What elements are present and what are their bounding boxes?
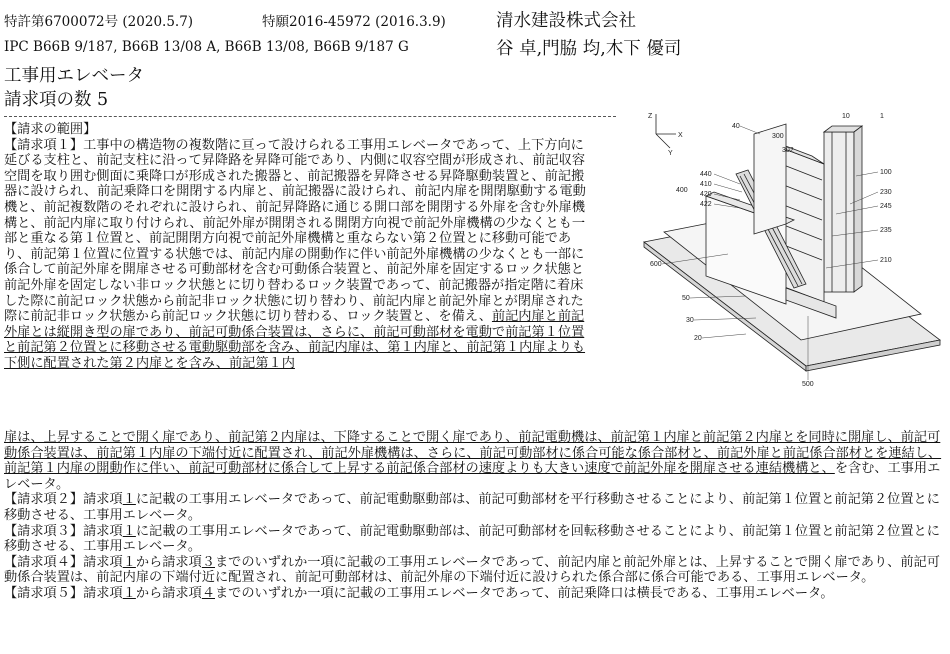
claim-count: 請求項の数 5 [4,90,109,110]
ref-30: 30 [686,317,694,324]
back-wall [754,124,786,234]
ref-10: 10 [842,113,850,120]
claim-1-continued [4,430,944,492]
ref-235: 235 [880,227,892,234]
claim-5-reference-start: １ [122,585,136,601]
claim-1-ending: を含む、工事用エレベータ。 [4,461,941,492]
claim-3: 【請求項３】請求項１に記載の工事用エレベータであって、前記電動駆動部は、前記可動部材を回転移動させることにより、前記第１位置と前記第２位置とに移動させる、工事用エレベータ。 [4,523,940,555]
claim-5-label: 【請求項５】 [4,585,84,601]
claims-lower-block [4,430,944,602]
claim-1-label: 【請求項１】 [4,137,84,153]
claim-3-label: 【請求項３】 [4,523,84,539]
claim-4: 【請求項４】請求項１から請求項３までのいずれか一項に記載の工事用エレベータであって、前記内扉と前記外扉とは、上昇することで開く扉であり、前記可動係合装置は、前記内扉の下端付近に配置され、前記可動部材は、前記外扉の下端付近に設けられた係合部に係合可能である、工事用エレベータ。 [4,554,940,586]
claim-1-text: 工事中の構造物の複数階に亘って設けられる工事用エレベータであって、上下方向に延びる支柱と、前記支柱に沿って昇降路を昇降可能であり、内側に収容空間が形成され、前記収容空間を取り囲む側面に乗降口が形成された搬器と、前記搬器を昇降させる昇降駆動装置と、前記搬器に設けられ、前記乗降口を開閉する内扉と、前記搬器に設けられ、前記内扉を開閉駆動する電動機と、前記複数階のそれぞれに設けられ、前記昇降路に通じる開口部を開閉する外扉を含む外扉機構と、前記内扉に取り付けられ、前記外扉が開閉される開閉方向視で前記外扉機構の少なくとも一部と重なる第１位置と、前記開閉方向視で前記外扉機構と重ならない第２位置とに移動可能であり、前記第１位置に位置する状態では、前記内扉の開動作に伴い前記外扉機構の少なくとも一部に係合して前記外扉を開扉させる可動部材を含む可動係合装置と、前記外扉を固定するロック状態と前記外扉を固定しない非ロック状態とに切り替わるロック装置であって、前記搬器が指定階に着床した際に前記ロック状態から前記非ロック状態に切り替わり、前記内扉と前記外扉とが閉扉された際に前記非ロック状態から前記ロック状態に切り替わる、ロック装置と、を備え、 [4,137,586,325]
ref-600: 600 [650,261,662,268]
ref-210: 210 [880,257,892,264]
claim-2: 【請求項２】請求項１に記載の工事用エレベータであって、前記電動駆動部は、前記可動部材を平行移動させることにより、前記第１位置と前記第２位置とに移動させる、工事用エレベータ。 [4,492,940,523]
claim-2-reference: １ [122,492,136,508]
claim-1-underlined-part-1: 前記内扉と前記外扉とは縦開き型の扉であり、前記可動係合装置は、さらに、前記可動部材を電動で前記第１位置と前記第２位置とに移動させる電動駆動部を含み、前記内扉は、第１内扉と、前記第１内扉よりも下側に配置された第２内扉とを含み、前記第１内 [4,309,586,371]
claims-heading: 【請求の範囲】 [4,122,97,137]
claims-upper-block [4,122,588,372]
ref-230: 230 [880,189,892,196]
axis-symbol [656,114,676,148]
axis-label-y: Y [668,150,673,157]
claim-2-label: 【請求項２】 [4,492,84,508]
ref-302: 302 [782,147,794,154]
invention-title: 工事用エレベータ [4,66,144,86]
claim-4-reference-end: ３ [201,554,215,570]
ref-245: 245 [880,203,892,210]
patent-figure [636,104,942,404]
ref-20: 20 [694,335,702,342]
header-divider [4,116,616,117]
ref-500: 500 [802,381,814,388]
axis-label-z: Z [648,113,653,120]
claim-4-reference-start: １ [122,554,136,570]
claim-1-underlined-part-2: 扉は、上昇することで開く扉であり、前記第２内扉は、下降することで開く扉であり、前記電動機は、前記第１内扉と前記第２内扉とを同時に開扉し、前記可動係合装置は、前記第１内扉の下端付近に配置され、前記外扉機構は、さらに、前記可動部材に係合可能な係合部材と、前記外扉と前記係合部材とを連結し、前記第１内扉の開動作に伴い、前記可動部材に係合して上昇する前記係合部材の速度よりも大きい速度で前記外扉を開扉させる連結機構と、 [4,430,942,477]
axis-label-x: X [678,132,683,139]
ref-440: 440 [700,171,712,178]
application-number: 特願2016-45972 (2016.3.9) [262,14,446,30]
ref-1: 1 [880,113,884,120]
patent-number: 特許第6700072号 (2020.5.7) [4,14,194,30]
ref-420: 420 [700,191,712,198]
ref-50: 50 [682,295,690,302]
ref-300: 300 [772,133,784,140]
ipc-codes: IPC B66B 9/187, B66B 13/08 A, B66B 13/08, B66B 9/187 G [4,39,409,55]
claim-5: 【請求項５】請求項１から請求項４までのいずれか一項に記載の工事用エレベータであって、前記乗降口は横長である、工事用エレベータ。 [4,585,834,601]
ref-400: 400 [676,187,688,194]
applicant-name: 清水建設株式会社 [496,11,636,31]
mast-column [824,132,854,292]
ref-422: 422 [700,201,712,208]
ref-410: 410 [700,181,712,188]
claim-4-label: 【請求項４】 [4,554,84,570]
claim-1 [4,138,588,372]
ref-100: 100 [880,169,892,176]
claim-3-reference: １ [122,523,136,539]
ref-40: 40 [732,123,740,130]
inventor-names: 谷 卓,門脇 均,木下 優司 [496,39,682,59]
claim-5-reference-end: ４ [201,585,215,601]
